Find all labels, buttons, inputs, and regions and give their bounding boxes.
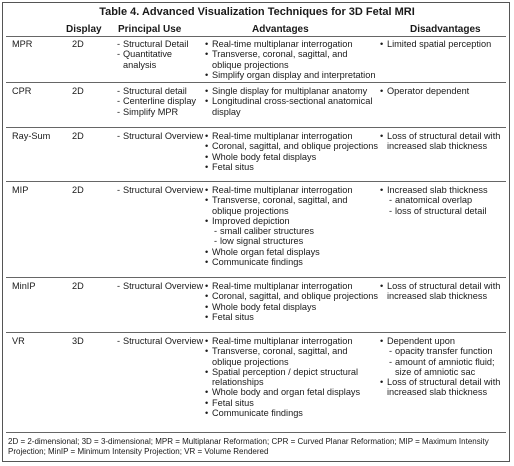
principal-use-item: - Structural Overview	[108, 185, 204, 195]
principal-use-item: - Structural Overview	[108, 131, 204, 141]
disadvantage-item: • Loss of structural detail with increased slab thickness	[380, 131, 508, 152]
principal-use-cell	[108, 39, 204, 70]
principal-use-cell	[108, 185, 204, 195]
header-principal-use: Principal Use	[118, 24, 182, 35]
technique-name: Ray-Sum	[12, 131, 51, 141]
display-dim: 3D	[72, 336, 84, 346]
principal-use-item: - Structural Overview	[108, 281, 204, 291]
advantages-cell	[205, 281, 379, 322]
advantages-cell	[205, 336, 379, 418]
row-divider	[6, 127, 506, 128]
technique-name: MPR	[12, 39, 33, 49]
principal-use-cell	[108, 86, 204, 117]
disadvantage-item: • Operator dependent	[380, 86, 508, 96]
disadvantages-cell	[380, 281, 508, 302]
disadvantage-item: - loss of structural detail	[380, 206, 508, 216]
display-dim: 2D	[72, 86, 84, 96]
display-dim: 2D	[72, 185, 84, 195]
disadvantages-cell	[380, 86, 508, 96]
principal-use-item: - Centerline display	[108, 96, 204, 106]
disadvantages-cell	[380, 39, 508, 49]
display-dim: 2D	[72, 131, 84, 141]
advantage-item: • Whole body fetal displays	[205, 302, 379, 312]
disadvantage-item: • Dependent upon	[380, 336, 508, 346]
header-disadvantages: Disadvantages	[410, 24, 481, 35]
disadvantage-item: - anatomical overlap	[380, 195, 508, 205]
display-dim: 2D	[72, 39, 84, 49]
principal-use-item: - Structural Overview	[108, 336, 204, 346]
advantages-cell	[205, 86, 379, 117]
advantage-item: • Simplify organ display and interpretation	[205, 70, 379, 80]
advantage-item: • Fetal situs	[205, 398, 379, 408]
row-divider	[6, 277, 506, 278]
technique-name: MinIP	[12, 281, 36, 291]
advantage-item: • Longitudinal cross-sectional anatomical display	[205, 96, 379, 117]
advantage-item: - small caliber structures	[205, 226, 379, 236]
advantage-item: • Whole body fetal displays	[205, 152, 379, 162]
principal-use-cell	[108, 281, 204, 291]
principal-use-item: - Structural Detail	[108, 39, 204, 49]
advantages-cell	[205, 39, 379, 80]
advantages-cell	[205, 185, 379, 267]
advantage-item: • Communicate findings	[205, 408, 379, 418]
principal-use-item: - Quantitative analysis	[108, 49, 204, 70]
disadvantage-item: • Loss of structural detail with increased slab thickness	[380, 377, 508, 398]
principal-use-cell	[108, 336, 204, 346]
disadvantages-cell	[380, 336, 508, 398]
advantage-item: • Fetal situs	[205, 312, 379, 322]
principal-use-item: - Structural detail	[108, 86, 204, 96]
display-dim: 2D	[72, 281, 84, 291]
advantage-item: • Coronal, sagittal, and oblique projections	[205, 141, 379, 151]
header-advantages: Advantages	[252, 24, 309, 35]
technique-name: VR	[12, 336, 25, 346]
disadvantage-item: • Increased slab thickness	[380, 185, 508, 195]
advantage-item: • Transverse, coronal, sagittal, and oblique projections	[205, 195, 379, 216]
disadvantage-item: • Limited spatial perception	[380, 39, 508, 49]
disadvantages-cell	[380, 185, 508, 216]
technique-name: MIP	[12, 185, 29, 195]
advantage-item: • Real-time multiplanar interrogation	[205, 185, 379, 195]
advantage-item: • Coronal, sagittal, and oblique projections	[205, 291, 379, 301]
advantages-cell	[205, 131, 379, 172]
advantage-item: • Real-time multiplanar interrogation	[205, 336, 379, 346]
table-title: Table 4. Advanced Visualization Techniques for 3D Fetal MRI	[99, 6, 415, 18]
advantage-item: • Whole organ fetal displays	[205, 247, 379, 257]
disadvantages-cell	[380, 131, 508, 152]
advantage-item: • Improved depiction	[205, 216, 379, 226]
advantage-item: • Communicate findings	[205, 257, 379, 267]
advantage-item: • Real-time multiplanar interrogation	[205, 39, 379, 49]
principal-use-cell	[108, 131, 204, 141]
disadvantage-item: - opacity transfer function	[380, 346, 508, 356]
row-divider	[6, 82, 506, 83]
advantage-item: • Whole body and organ fetal displays	[205, 387, 379, 397]
disadvantage-item: - amount of amniotic fluid; size of amniotic sac	[380, 357, 508, 378]
advantage-item: • Real-time multiplanar interrogation	[205, 281, 379, 291]
row-divider	[6, 181, 506, 182]
disadvantage-item: • Loss of structural detail with increased slab thickness	[380, 281, 508, 302]
advantage-item: • Transverse, coronal, sagittal, and oblique projections	[205, 49, 379, 70]
advantage-item: • Single display for multiplanar anatomy	[205, 86, 379, 96]
footer-rule	[6, 432, 506, 433]
advantage-item: • Spatial perception / depict structural relationships	[205, 367, 379, 388]
header-display: Display	[66, 24, 102, 35]
header-rule	[6, 36, 506, 37]
footnote: 2D = 2-dimensional; 3D = 3-dimensional; MPR = Multiplanar Reformation; CPR = Curved Planar Reformation; MIP = Maximum Intensity Projection; MinIP = Minimum Intensity Projection; VR = Volume Rendered	[8, 437, 489, 456]
advantage-item: - low signal structures	[205, 236, 379, 246]
technique-name: CPR	[12, 86, 32, 96]
advantage-item: • Fetal situs	[205, 162, 379, 172]
advantage-item: • Transverse, coronal, sagittal, and oblique projections	[205, 346, 379, 367]
principal-use-item: - Simplify MPR	[108, 107, 204, 117]
row-divider	[6, 332, 506, 333]
advantage-item: • Real-time multiplanar interrogation	[205, 131, 379, 141]
